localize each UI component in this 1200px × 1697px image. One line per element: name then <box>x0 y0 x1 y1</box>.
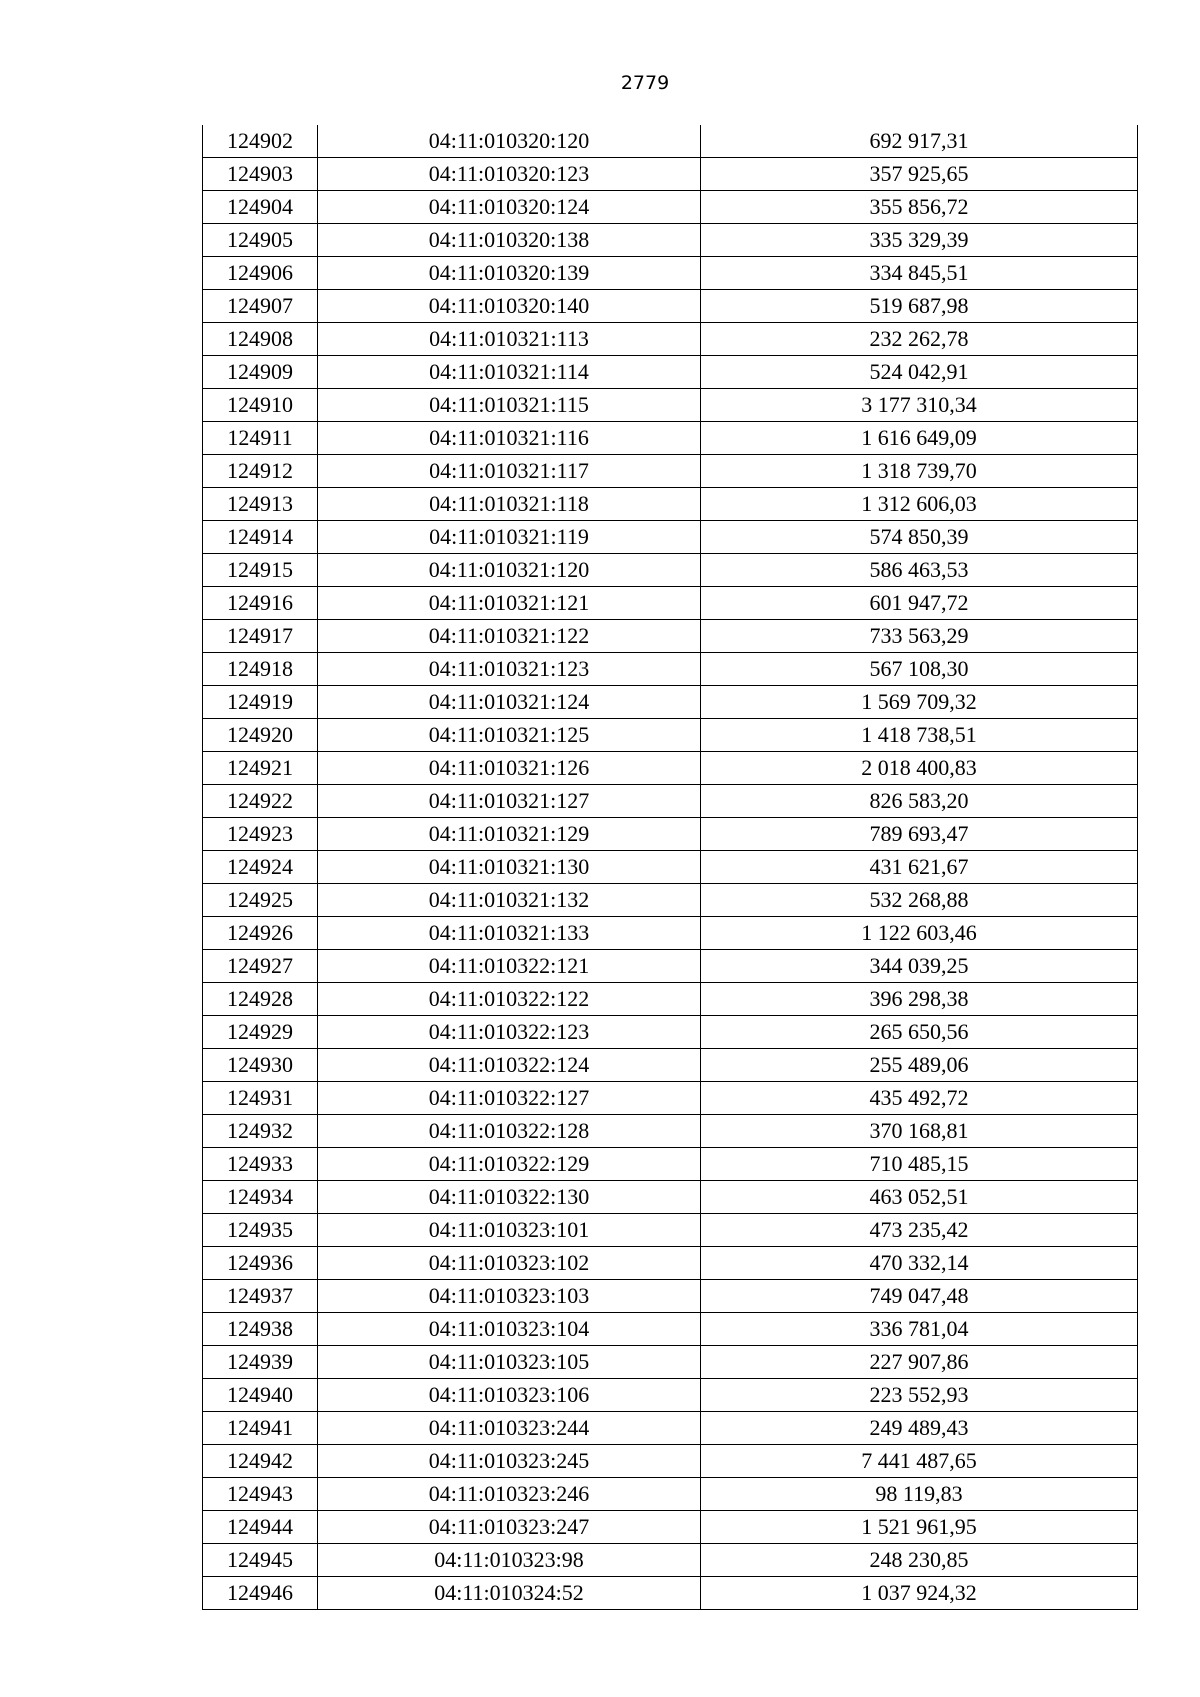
cadastral-number-cell: 04:11:010323:104 <box>318 1313 701 1346</box>
row-number-cell: 124928 <box>203 983 318 1016</box>
row-number-cell: 124935 <box>203 1214 318 1247</box>
table-row <box>203 1115 1138 1148</box>
table-row <box>203 752 1138 785</box>
cadastral-number-cell: 04:11:010323:103 <box>318 1280 701 1313</box>
cadastral-number-cell: 04:11:010323:105 <box>318 1346 701 1379</box>
cadastral-number-cell: 04:11:010323:102 <box>318 1247 701 1280</box>
row-number-cell: 124930 <box>203 1049 318 1082</box>
cadastral-value-cell: 733 563,29 <box>701 620 1138 653</box>
table-row <box>203 1148 1138 1181</box>
row-number-cell: 124917 <box>203 620 318 653</box>
row-number-cell: 124920 <box>203 719 318 752</box>
row-number-cell: 124944 <box>203 1511 318 1544</box>
cadastral-number-cell: 04:11:010320:123 <box>318 158 701 191</box>
table-row <box>203 653 1138 686</box>
cadastral-value-cell: 574 850,39 <box>701 521 1138 554</box>
row-number-cell: 124936 <box>203 1247 318 1280</box>
cadastral-value-cell: 355 856,72 <box>701 191 1138 224</box>
row-number-cell: 124902 <box>203 125 318 158</box>
cadastral-value-cell: 265 650,56 <box>701 1016 1138 1049</box>
cadastral-value-cell: 370 168,81 <box>701 1115 1138 1148</box>
cadastral-number-cell: 04:11:010321:132 <box>318 884 701 917</box>
cadastral-number-cell: 04:11:010323:101 <box>318 1214 701 1247</box>
cadastral-value-cell: 344 039,25 <box>701 950 1138 983</box>
row-number-cell: 124913 <box>203 488 318 521</box>
cadastral-value-cell: 3 177 310,34 <box>701 389 1138 422</box>
table-row <box>203 587 1138 620</box>
cadastral-value-cell: 1 569 709,32 <box>701 686 1138 719</box>
cadastral-number-cell: 04:11:010323:98 <box>318 1544 701 1577</box>
row-number-cell: 124907 <box>203 290 318 323</box>
table-row <box>203 521 1138 554</box>
table-row <box>203 1511 1138 1544</box>
row-number-cell: 124925 <box>203 884 318 917</box>
row-number-cell: 124937 <box>203 1280 318 1313</box>
cadastral-value-cell: 1 318 739,70 <box>701 455 1138 488</box>
table-row <box>203 389 1138 422</box>
cadastral-value-cell: 335 329,39 <box>701 224 1138 257</box>
cadastral-value-cell: 473 235,42 <box>701 1214 1138 1247</box>
row-number-cell: 124943 <box>203 1478 318 1511</box>
cadastral-number-cell: 04:11:010324:52 <box>318 1577 701 1610</box>
row-number-cell: 124941 <box>203 1412 318 1445</box>
cadastral-value-cell: 1 521 961,95 <box>701 1511 1138 1544</box>
cadastral-number-cell: 04:11:010321:119 <box>318 521 701 554</box>
cadastral-number-cell: 04:11:010321:133 <box>318 917 701 950</box>
cadastral-number-cell: 04:11:010322:121 <box>318 950 701 983</box>
cadastral-value-cell: 1 616 649,09 <box>701 422 1138 455</box>
table-row <box>203 455 1138 488</box>
table-row <box>203 950 1138 983</box>
cadastral-value-cell: 232 262,78 <box>701 323 1138 356</box>
cadastral-value-cell: 532 268,88 <box>701 884 1138 917</box>
row-number-cell: 124919 <box>203 686 318 719</box>
table-body <box>203 125 1138 1610</box>
row-number-cell: 124905 <box>203 224 318 257</box>
row-number-cell: 124921 <box>203 752 318 785</box>
row-number-cell: 124908 <box>203 323 318 356</box>
row-number-cell: 124932 <box>203 1115 318 1148</box>
table-row <box>203 1478 1138 1511</box>
row-number-cell: 124946 <box>203 1577 318 1610</box>
table-row <box>203 1412 1138 1445</box>
row-number-cell: 124911 <box>203 422 318 455</box>
row-number-cell: 124906 <box>203 257 318 290</box>
cadastral-number-cell: 04:11:010323:245 <box>318 1445 701 1478</box>
cadastral-value-cell: 789 693,47 <box>701 818 1138 851</box>
cadastral-value-cell: 249 489,43 <box>701 1412 1138 1445</box>
cadastral-number-cell: 04:11:010323:246 <box>318 1478 701 1511</box>
row-number-cell: 124940 <box>203 1379 318 1412</box>
cadastral-number-cell: 04:11:010321:118 <box>318 488 701 521</box>
row-number-cell: 124922 <box>203 785 318 818</box>
row-number-cell: 124931 <box>203 1082 318 1115</box>
cadastral-value-cell: 396 298,38 <box>701 983 1138 1016</box>
table-row <box>203 1313 1138 1346</box>
row-number-cell: 124934 <box>203 1181 318 1214</box>
cadastral-value-cell: 227 907,86 <box>701 1346 1138 1379</box>
table-row <box>203 1544 1138 1577</box>
table-row <box>203 620 1138 653</box>
cadastral-value-cell: 7 441 487,65 <box>701 1445 1138 1478</box>
cadastral-value-cell: 567 108,30 <box>701 653 1138 686</box>
cadastral-number-cell: 04:11:010320:120 <box>318 125 701 158</box>
cadastral-value-cell: 334 845,51 <box>701 257 1138 290</box>
row-number-cell: 124909 <box>203 356 318 389</box>
cadastral-number-cell: 04:11:010321:130 <box>318 851 701 884</box>
cadastral-number-cell: 04:11:010321:116 <box>318 422 701 455</box>
cadastral-number-cell: 04:11:010322:122 <box>318 983 701 1016</box>
row-number-cell: 124929 <box>203 1016 318 1049</box>
cadastral-number-cell: 04:11:010320:140 <box>318 290 701 323</box>
cadastral-number-cell: 04:11:010321:120 <box>318 554 701 587</box>
cadastral-number-cell: 04:11:010321:122 <box>318 620 701 653</box>
cadastral-number-cell: 04:11:010322:130 <box>318 1181 701 1214</box>
table-row <box>203 356 1138 389</box>
cadastral-value-cell: 431 621,67 <box>701 851 1138 884</box>
row-number-cell: 124918 <box>203 653 318 686</box>
cadastral-value-cell: 223 552,93 <box>701 1379 1138 1412</box>
cadastral-value-cell: 1 312 606,03 <box>701 488 1138 521</box>
table-row <box>203 488 1138 521</box>
cadastral-number-cell: 04:11:010321:125 <box>318 719 701 752</box>
table-row <box>203 686 1138 719</box>
cadastral-number-cell: 04:11:010323:244 <box>318 1412 701 1445</box>
cadastral-number-cell: 04:11:010321:113 <box>318 323 701 356</box>
cadastral-number-cell: 04:11:010321:127 <box>318 785 701 818</box>
cadastral-number-cell: 04:11:010320:138 <box>318 224 701 257</box>
table-row <box>203 158 1138 191</box>
table-row <box>203 1016 1138 1049</box>
table-row <box>203 884 1138 917</box>
cadastral-number-cell: 04:11:010321:117 <box>318 455 701 488</box>
table-row <box>203 323 1138 356</box>
row-number-cell: 124942 <box>203 1445 318 1478</box>
cadastral-number-cell: 04:11:010321:123 <box>318 653 701 686</box>
page-number: 2779 <box>620 72 670 94</box>
table-row <box>203 1181 1138 1214</box>
cadastral-number-cell: 04:11:010321:126 <box>318 752 701 785</box>
cadastral-number-cell: 04:11:010320:124 <box>318 191 701 224</box>
row-number-cell: 124923 <box>203 818 318 851</box>
row-number-cell: 124903 <box>203 158 318 191</box>
table-row <box>203 290 1138 323</box>
row-number-cell: 124916 <box>203 587 318 620</box>
table-row <box>203 1346 1138 1379</box>
row-number-cell: 124926 <box>203 917 318 950</box>
table-row <box>203 983 1138 1016</box>
row-number-cell: 124915 <box>203 554 318 587</box>
row-number-cell: 124912 <box>203 455 318 488</box>
cadastral-number-cell: 04:11:010323:106 <box>318 1379 701 1412</box>
row-number-cell: 124910 <box>203 389 318 422</box>
table-row <box>203 719 1138 752</box>
cadastral-number-cell: 04:11:010323:247 <box>318 1511 701 1544</box>
cadastral-number-cell: 04:11:010320:139 <box>318 257 701 290</box>
row-number-cell: 124939 <box>203 1346 318 1379</box>
cadastral-number-cell: 04:11:010321:124 <box>318 686 701 719</box>
row-number-cell: 124938 <box>203 1313 318 1346</box>
table-row <box>203 1049 1138 1082</box>
cadastral-value-cell: 519 687,98 <box>701 290 1138 323</box>
table-row <box>203 1577 1138 1610</box>
cadastral-value-cell: 601 947,72 <box>701 587 1138 620</box>
cadastral-value-cell: 710 485,15 <box>701 1148 1138 1181</box>
cadastral-value-cell: 692 917,31 <box>701 125 1138 158</box>
table-row <box>203 1214 1138 1247</box>
cadastral-number-cell: 04:11:010321:114 <box>318 356 701 389</box>
cadastral-number-cell: 04:11:010322:128 <box>318 1115 701 1148</box>
row-number-cell: 124904 <box>203 191 318 224</box>
cadastral-number-cell: 04:11:010322:124 <box>318 1049 701 1082</box>
cadastral-number-cell: 04:11:010321:121 <box>318 587 701 620</box>
cadastral-number-cell: 04:11:010321:129 <box>318 818 701 851</box>
table-row <box>203 1379 1138 1412</box>
table-row <box>203 1445 1138 1478</box>
cadastral-value-cell: 463 052,51 <box>701 1181 1138 1214</box>
table-row <box>203 1082 1138 1115</box>
row-number-cell: 124933 <box>203 1148 318 1181</box>
table-row <box>203 1247 1138 1280</box>
cadastral-value-cell: 1 418 738,51 <box>701 719 1138 752</box>
cadastral-value-cell: 470 332,14 <box>701 1247 1138 1280</box>
cadastral-value-cell: 586 463,53 <box>701 554 1138 587</box>
table-row <box>203 785 1138 818</box>
table-row <box>203 257 1138 290</box>
cadastral-value-cell: 248 230,85 <box>701 1544 1138 1577</box>
cadastral-number-cell: 04:11:010322:127 <box>318 1082 701 1115</box>
table-row <box>203 851 1138 884</box>
table-row <box>203 125 1138 158</box>
cadastral-value-cell: 435 492,72 <box>701 1082 1138 1115</box>
cadastral-number-cell: 04:11:010322:123 <box>318 1016 701 1049</box>
table-row <box>203 191 1138 224</box>
cadastral-value-cell: 826 583,20 <box>701 785 1138 818</box>
row-number-cell: 124914 <box>203 521 318 554</box>
cadastral-number-cell: 04:11:010321:115 <box>318 389 701 422</box>
table-row <box>203 554 1138 587</box>
table-row <box>203 1280 1138 1313</box>
cadastral-value-cell: 357 925,65 <box>701 158 1138 191</box>
cadastral-value-cell: 1 037 924,32 <box>701 1577 1138 1610</box>
cadastral-value-cell: 98 119,83 <box>701 1478 1138 1511</box>
cadastral-value-cell: 255 489,06 <box>701 1049 1138 1082</box>
cadastral-value-cell: 336 781,04 <box>701 1313 1138 1346</box>
cadastral-value-cell: 2 018 400,83 <box>701 752 1138 785</box>
cadastral-value-cell: 749 047,48 <box>701 1280 1138 1313</box>
cadastral-value-cell: 524 042,91 <box>701 356 1138 389</box>
cadastral-value-table <box>202 125 1138 1610</box>
table-row <box>203 917 1138 950</box>
cadastral-value-cell: 1 122 603,46 <box>701 917 1138 950</box>
row-number-cell: 124927 <box>203 950 318 983</box>
row-number-cell: 124924 <box>203 851 318 884</box>
table-row <box>203 818 1138 851</box>
table-row <box>203 422 1138 455</box>
cadastral-number-cell: 04:11:010322:129 <box>318 1148 701 1181</box>
row-number-cell: 124945 <box>203 1544 318 1577</box>
table-row <box>203 224 1138 257</box>
